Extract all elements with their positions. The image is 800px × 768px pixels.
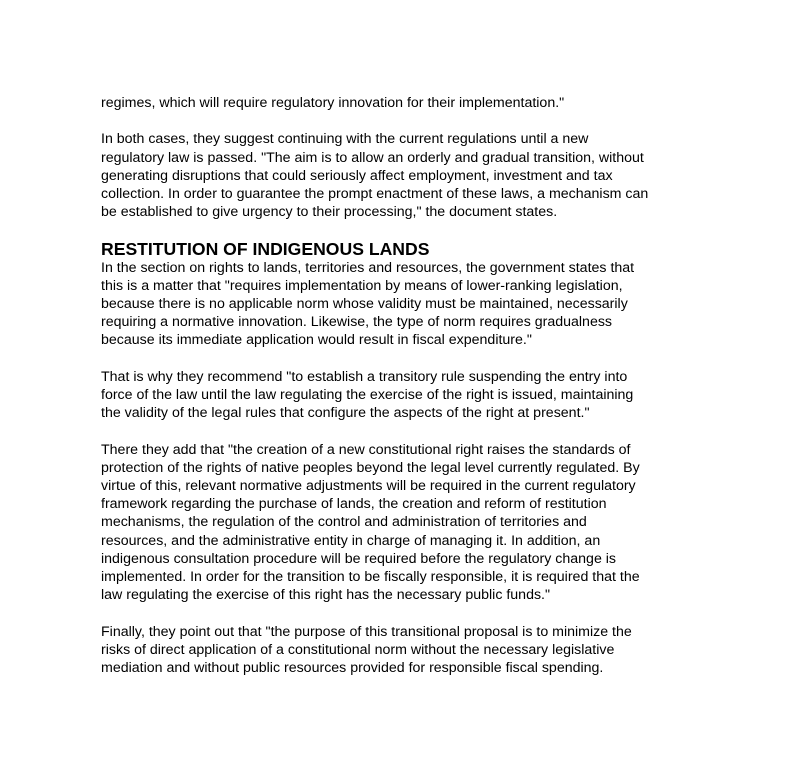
section-heading: RESTITUTION OF INDIGENOUS LANDS <box>101 238 430 259</box>
paragraph-transitory-rule: That is why they recommend "to establish a transitory rule suspending the entry into force of the law until the law regulating the exercise of the right is issued, maintaining the validity of the legal rules that configure the aspects of the right at present." <box>101 368 634 422</box>
document-page <box>101 94 699 695</box>
paragraph-lands-rights: In the section on rights to lands, territories and resources, the government states that this is a matter that "requires implementation by means of lower-ranking legislation, because there is no applicable norm whose validity must be maintained, necessarily requiring a normative innovation. Likewise, the type of norm requires gradualness because its immediate application would result in fiscal expenditure." <box>101 259 635 349</box>
paragraph-constitutional-right: There they add that "the creation of a new constitutional right raises the standards of protection of the rights of native peoples beyond the legal level currently regulated. By virtue of this, relevant normative adjustments will be required in the current regulatory framework regarding the purchase of lands, the creation and reform of restitution mechanisms, the regulation of the control and administration of territories and resources, and the administrative entity in charge of managing it. In addition, an indigenous consultation procedure will be required before the regulatory change is implemented. In order for the transition to be fiscally responsible, it is required that the law regulating the exercise of this right has the necessary public funds." <box>101 441 640 604</box>
paragraph-intro-fragment: regimes, which will require regulatory innovation for their implementation." <box>101 95 565 111</box>
paragraph-conclusion: Finally, they point out that "the purpose of this transitional proposal is to minimize the risks of direct application of a constitutional norm without the necessary legislative mediation and without public resources provided for responsible fiscal spending. <box>101 623 632 677</box>
paragraph-both-cases: In both cases, they suggest continuing with the current regulations until a new regulatory law is passed. "The aim is to allow an orderly and gradual transition, without generating disruptions that could seriously affect employment, investment and tax collection. In order to guarantee the prompt enactment of these laws, a mechanism can be established to give urgency to their processing," the document states. <box>101 131 649 221</box>
